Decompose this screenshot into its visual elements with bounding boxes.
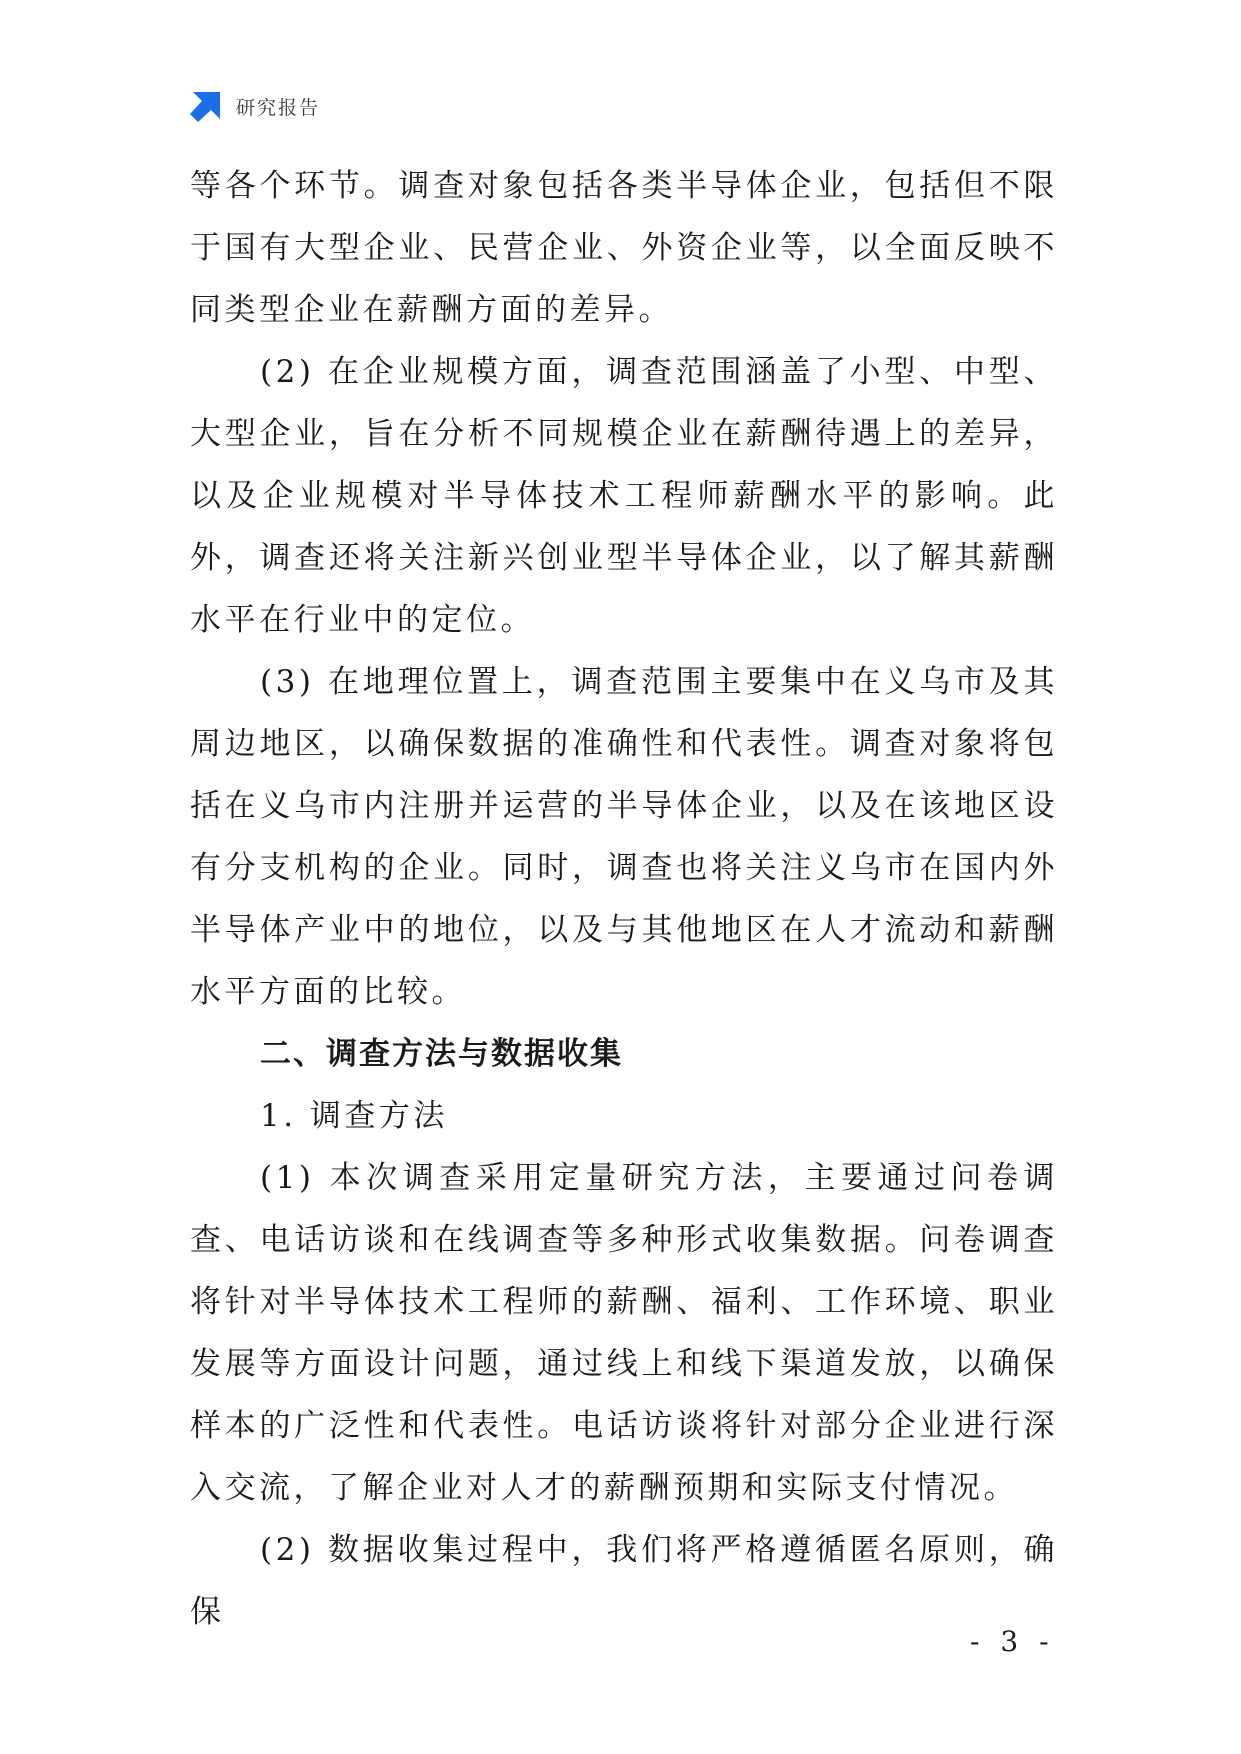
paragraph-method-2: (2) 数据收集过程中，我们将严格遵循匿名原则，确保 [190,1532,1058,1630]
page-header [190,88,320,124]
paragraph-method-1: (1) 本次调查采用定量研究方法，主要通过问卷调查、电话访谈和在线调查等多种形式收集数据。问卷调查将针对半导体技术工程师的薪酬、福利、工作环境、职业发展等方面设计问题，通过线上和线下渠道发放，以确保样本的广泛性和代表性。电话访谈将针对部分企业进行深入交流，了解企业对人才的薪酬预期和实际支付情况。 [190,1160,1058,1506]
subsection-heading: 1. 调查方法 [260,1098,448,1134]
arrow-up-right-logo-icon [190,90,222,122]
paragraph-geography: (3) 在地理位置上，调查范围主要集中在义乌市及其周边地区，以确保数据的准确性和代表性。调查对象将包括在义乌市内注册并运营的半导体企业，以及在该地区设有分支机构的企业。同时，调查也将关注义乌市在国内外半导体产业中的地位，以及与其他地区在人才流动和薪酬水平方面的比较。 [190,664,1058,1010]
document-body [190,155,1058,1643]
page-number: - 3 - [970,1625,1055,1658]
section-heading: 二、调查方法与数据收集 [260,1036,623,1072]
paragraph-continuation: 等各个环节。调查对象包括各类半导体企业，包括但不限于国有大型企业、民营企业、外资企业等，以全面反映不同类型企业在薪酬方面的差异。 [190,168,1058,328]
header-title: 研究报告 [236,96,321,119]
paragraph-scale: (2) 在企业规模方面，调查范围涵盖了小型、中型、大型企业，旨在分析不同规模企业在薪酬待遇上的差异，以及企业规模对半导体技术工程师薪酬水平的影响。此外，调查还将关注新兴创业型半导体企业，以了解其薪酬水平在行业中的定位。 [190,354,1058,638]
